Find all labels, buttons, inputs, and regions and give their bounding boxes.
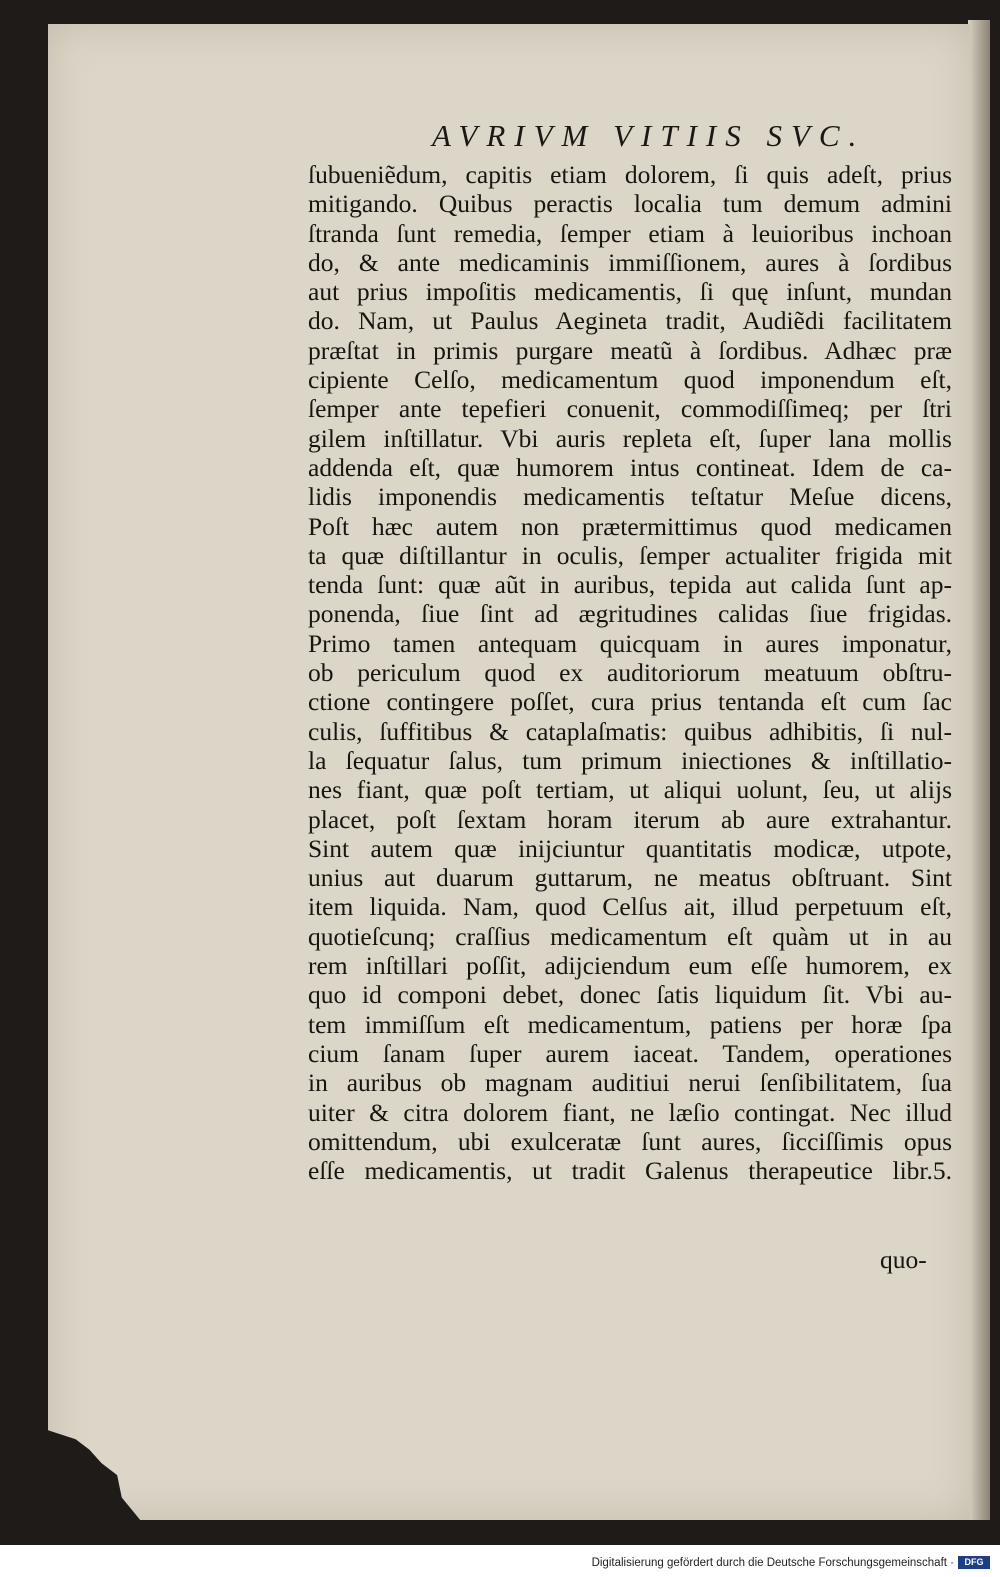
text-line: tem immiſſum eſt medicamentum, patiens per horæ ſpa [308, 1009, 952, 1039]
text-line: Primo tamen antequam quicquam in aures imponatur, [308, 628, 952, 658]
text-line: ctione contingere poſſet, cura prius tentanda eſt cum ſac [308, 687, 952, 717]
text-line: quo id componi debet, donec ſatis liquidum ſit. Vbi au- [308, 980, 952, 1010]
text-line: omittendum, ubi exulceratæ ſunt aures, ſicciſſimis opus [308, 1126, 952, 1156]
text-line: placet, poſt ſextam horam iterum ab aure extrahantur. [308, 804, 952, 834]
text-line: la ſequatur ſalus, tum primum iniectiones & inſtillatio- [308, 745, 952, 775]
text-line: addenda eſt, quæ humorem intus contineat. Idem de ca- [308, 452, 952, 482]
dfg-logo-icon: DFG [958, 1556, 990, 1569]
footer-bar [0, 1548, 1000, 1577]
text-line: eſſe medicamentis, ut tradit Galenus therapeutice libr.5. [308, 1156, 952, 1186]
text-line: cium ſanam ſuper aurem iaceat. Tandem, operationes [308, 1038, 952, 1068]
text-line: do, & ante medicaminis immiſſionem, aures à ſordibus [308, 247, 952, 277]
text-line: quotieſcunq; craſſius medicamentum eſt quàm ut in au [308, 921, 952, 951]
text-line: cipiente Celſo, medicamentum quod imponendum eſt, [308, 365, 952, 395]
text-line: do. Nam, ut Paulus Aegineta tradit, Audiẽdi facilitatem [308, 306, 952, 336]
funding-notice: Digitalisierung gefördert durch die Deutsche Forschungsgemeinschaft · [591, 1557, 954, 1569]
text-line: ſtranda ſunt remedia, ſemper etiam à leuioribus inchoan [308, 218, 952, 248]
text-line: unius aut duarum guttarum, ne meatus obſtruant. Sint [308, 863, 952, 893]
text-line: item liquida. Nam, quod Celſus ait, illud perpetuum eſt, [308, 892, 952, 922]
text-line: ta quæ diſtillantur in oculis, ſemper actualiter frigida mit [308, 540, 952, 570]
text-line: lidis imponendis medicamentis teſtatur Meſue dicens, [308, 482, 952, 512]
text-line: tenda ſunt: quæ aũt in auribus, tepida aut calida ſunt ap- [308, 570, 952, 600]
text-line: Poſt hæc autem non prætermittimus quod medicamen [308, 511, 952, 541]
text-line: ſubueniẽdum, capitis etiam dolorem, ſi quis adeſt, prius [308, 160, 952, 189]
text-line: culis, ſuffitibus & cataplaſmatis: quibus adhibitis, ſi nul- [308, 716, 952, 746]
text-line: præſtat in primis purgare meatũ à ſordibus. Adhæc præ [308, 335, 952, 365]
text-line: ponenda, ſiue ſint ad ægritudines calidas ſiue frigidas. [308, 599, 952, 629]
text-line: ob periculum quod ex auditoriorum meatuum obſtru- [308, 658, 952, 688]
body-text [308, 160, 952, 1185]
text-line: mitigando. Quibus peractis localia tum demum admini [308, 189, 952, 219]
text-line: rem inſtillari poſſit, adijciendum eum eſſe humorem, ex [308, 951, 952, 981]
catchword: quo- [880, 1245, 927, 1274]
text-line: aut prius impoſitis medicamentis, ſi quę inſunt, mundan [308, 277, 952, 307]
text-line: Sint autem quæ inijciuntur quantitatis modicæ, utpote, [308, 833, 952, 863]
text-line: uiter & citra dolorem fiant, ne læſio contingat. Nec illud [308, 1097, 952, 1127]
text-line: in auribus ob magnam auditiui nerui ſenſibilitatem, ſua [308, 1068, 952, 1098]
text-line: nes fiant, quæ poſt tertiam, ut aliqui uolunt, ſeu, ut alijs [308, 775, 952, 805]
running-head: AVRIVM VITIIS SVC. [432, 118, 866, 153]
text-line: gilem inſtillatur. Vbi auris repleta eſt, ſuper lana mollis [308, 423, 952, 453]
page-edge [968, 20, 990, 1520]
text-line: ſemper ante tepefieri conuenit, commodiſſimeq; per ſtri [308, 394, 952, 424]
